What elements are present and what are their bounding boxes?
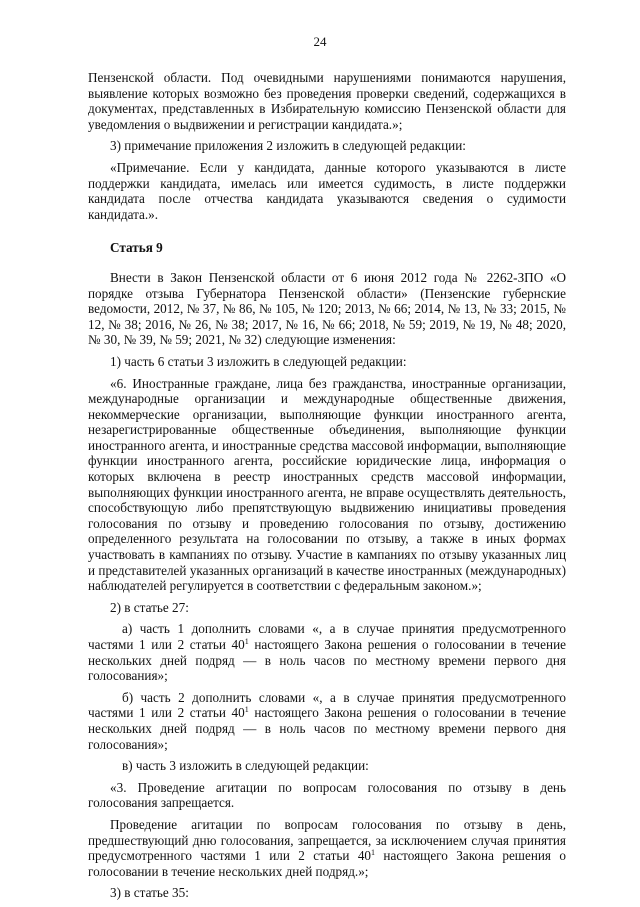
sub-list-item <box>88 690 566 752</box>
text-part: б) часть 2 дополнить словами «, а в случае принятия предусмотренного частями 1 или 2 статьи 40 <box>88 689 566 721</box>
list-item: 2) в статье 27: <box>110 599 189 615</box>
paragraph <box>88 817 566 879</box>
article-heading: Статья 9 <box>110 240 163 256</box>
list-item: 3) примечание приложения 2 изложить в следующей редакции: <box>110 138 466 154</box>
document-body <box>88 70 566 907</box>
sub-list-item: в) часть 3 изложить в следующей редакции: <box>122 758 369 774</box>
sub-list-item <box>88 621 566 683</box>
text-part: настоящего Закона решения о голосовании в течение нескольких дней подряд — в ноль часов по местному времени первого дня голосования»; <box>88 637 566 684</box>
list-item: 1) часть 6 статьи 3 изложить в следующей редакции: <box>110 353 407 369</box>
paragraph: Пензенской области. Под очевидными нарушениями понимаются нарушения, выявление которых возможно без проведения проверки сведений, содержащихся в документах, представленных в Избирательную комиссию Пензенской области для уведомления о выдвижении и регистрации кандидата.»; <box>88 70 566 132</box>
text-part: настоящего Закона решения о голосовании в течение нескольких дней подряд — в ноль часов по местному времени первого дня голосования»; <box>88 705 566 752</box>
paragraph: «Примечание. Если у кандидата, данные которого указываются в листе поддержки кандидата, имелась или имеется судимость, в листе поддержки кандидата после отчества кандидата указываются сведения о судимости кандидата.». <box>88 159 566 222</box>
superscript: 1 <box>371 848 376 858</box>
list-item: 3) в статье 35: <box>110 885 189 901</box>
superscript: 1 <box>244 705 249 715</box>
paragraph: Внести в Закон Пензенской области от 6 июня 2012 года № 2262-ЗПО «О порядке отзыва Губернатора Пензенской области» (Пензенские губернские ведомости, 2012, № 37, № 86, № 105, № 120; 2013, № 66; 2014, № 13, № 33; 2015, № 12, № 38; 2016, № 26, № 38; 2017, № 16, № 66; 2018, № 59; 2019, № 19, № 48; 2020, № 30, № 39, № 59; 2021, № 32) следующие изменения: <box>88 269 566 348</box>
text-part: а) часть 1 дополнить словами «, а в случае принятия предусмотренного частями 1 или 2 статьи 40 <box>88 621 566 652</box>
superscript: 1 <box>244 637 249 646</box>
text-part: настоящего Закона решения о голосовании в течение нескольких дней подряд.»; <box>88 848 566 879</box>
paragraph: «6. Иностранные граждане, лица без гражданства, иностранные организации, международные организации и международные общественные движения, некоммерческие организации, выполняющие функции иностранного агента, незарегистрированные общественные объединения, выполняющие функции иностранного агента, и иностранные средства массовой информации, выполняющие функции иностранного агента, российские юридические лица, информация о которых включена в реестр иностранных средств массовой информации, выполняющих функции иностранного агента, не вправе осуществлять деятельность, способствующую либо препятствующую выдвижению инициативы проведения голосования по отзыву и проведению голосования по отзыву, достижению определенного результата на голосовании по отзыву, а также в иных формах участвовать в кампаниях по отзыву. Участие в кампаниях по отзыву указанных лиц и представителей указанных организаций в качестве иностранных (международных) наблюдателей регулируется в соответствии с федеральным законом.»; <box>88 375 566 594</box>
text-part: Проведение агитации по вопросам голосования по отзыву в день, предшествующий дню голосования, запрещается, за исключением случая принятия предусмотренного частями 1 или 2 статьи 40 <box>88 816 566 864</box>
paragraph: «3. Проведение агитации по вопросам голосования по отзыву в день голосования запрещается. <box>88 779 566 811</box>
page-number: 24 <box>313 34 327 49</box>
